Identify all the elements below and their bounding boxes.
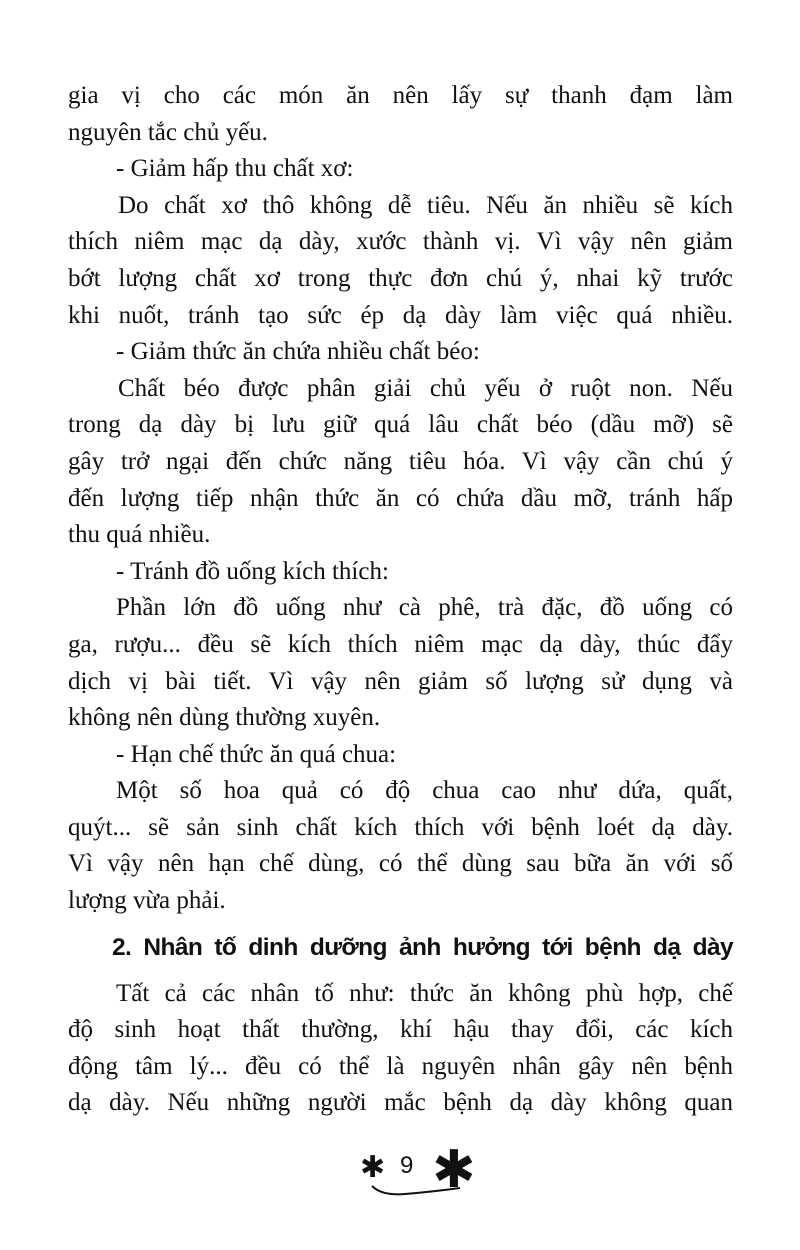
page-number: 9	[400, 1152, 414, 1179]
text-line: - Hạn chế thức ăn quá chua:	[116, 740, 397, 768]
text-line: Phần lớn đồ uống như cà phê, trà đặc, đồ uống có	[116, 594, 733, 622]
text-line: quýt... sẽ sản sinh chất kích thích với bệnh loét dạ dày.	[68, 813, 733, 841]
text-line: Do chất xơ thô không dễ tiêu. Nếu ăn nhiều sẽ kích	[118, 191, 733, 219]
text-line: khi nuốt, tránh tạo sức ép dạ dày làm việc quá nhiều.	[68, 301, 733, 329]
text-line: không nên dùng thường xuyên.	[68, 704, 381, 732]
text-line: - Giảm thức ăn chứa nhiều chất béo:	[116, 338, 480, 366]
page-body	[68, 78, 733, 1122]
page-footer	[360, 1140, 480, 1200]
body-text-section-2	[68, 976, 733, 1122]
text-line: lượng vừa phải.	[68, 887, 226, 915]
text-line: dạ dày. Nếu những người mắc bệnh dạ dày không quan	[68, 1089, 733, 1117]
text-line: Chất béo được phân giải chủ yếu ở ruột non. Nếu	[118, 374, 733, 402]
text-line: Vì vậy nên hạn chế dùng, có thể dùng sau bữa ăn với số	[68, 850, 733, 878]
text-line: ga, rượu... đều sẽ kích thích niêm mạc dạ dày, thúc đẩy	[68, 630, 733, 658]
text-line: đến lượng tiếp nhận thức ăn có chứa dầu mỡ, tránh hấp	[68, 484, 733, 512]
text-line: trong dạ dày bị lưu giữ quá lâu chất béo (dầu mỡ) sẽ	[68, 411, 733, 439]
text-line: động tâm lý... đều có thể là nguyên nhân gây nên bệnh	[68, 1052, 733, 1080]
text-line: độ sinh hoạt thất thường, khí hậu thay đổi, các kích	[68, 1016, 733, 1044]
asterisk-ornament-large-icon: ✱	[432, 1140, 476, 1200]
section-heading: 2. Nhân tố dinh dưỡng ảnh hưởng tới bệnh dạ dày	[112, 933, 733, 961]
text-line: - Giảm hấp thu chất xơ:	[116, 155, 354, 183]
text-line: gia vị cho các món ăn nên lấy sự thanh đạm làm	[68, 82, 733, 109]
text-line: bớt lượng chất xơ trong thực đơn chú ý, nhai kỹ trước	[68, 264, 733, 292]
asterisk-ornament-icon: ✱	[360, 1150, 386, 1185]
text-line: gây trở ngại đến chức năng tiêu hóa. Vì vậy cần chú ý	[68, 447, 733, 475]
swoosh-ornament-icon	[360, 1148, 480, 1198]
body-text-section-1	[68, 78, 733, 920]
text-line: nguyên tắc chủ yếu.	[68, 118, 268, 146]
text-line: thu quá nhiều.	[68, 521, 211, 549]
text-line: Một số hoa quả có độ chua cao như dứa, quất,	[116, 777, 733, 805]
text-line: dịch vị bài tiết. Vì vậy nên giảm số lượng sử dụng và	[68, 667, 733, 695]
text-line: - Tránh đồ uống kích thích:	[116, 557, 389, 585]
text-line: Tất cả các nhân tố như: thức ăn không phù hợp, chế	[116, 979, 733, 1007]
text-line: thích niêm mạc dạ dày, xước thành vị. Vì vậy nên giảm	[68, 228, 733, 256]
